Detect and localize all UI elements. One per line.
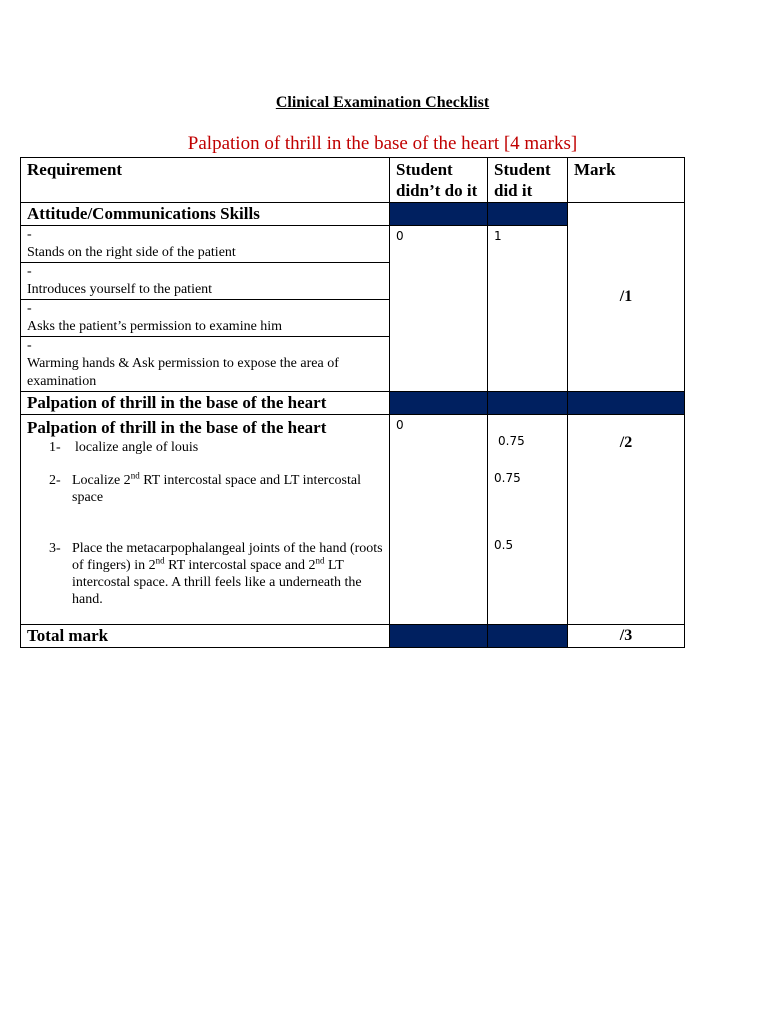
header-did-line2: did it	[494, 181, 533, 200]
did-score-value: 1	[494, 229, 502, 243]
section-attitude-title: Attitude/Communications Skills	[21, 203, 390, 226]
checklist-table	[20, 157, 685, 648]
attitude-item	[21, 300, 390, 337]
step-score: 0.5	[494, 538, 514, 552]
page-title: Clinical Examination Checklist	[275, 94, 490, 111]
attitude-item-text: Stands on the right side of the patient	[27, 245, 236, 260]
step-number: 3-	[49, 541, 61, 556]
header-mark	[568, 158, 685, 203]
header-didnt	[390, 158, 488, 203]
attitude-item-text: Introduces yourself to the patient	[27, 282, 213, 297]
step-text-part: Localize 2	[72, 473, 131, 488]
attitude-item-text: Asks the patient’s permission to examine him	[27, 319, 283, 334]
navy-cell	[390, 392, 488, 415]
steps-did-scores	[488, 415, 568, 625]
header-didnt-line1: Student	[396, 160, 453, 179]
step-item	[49, 540, 383, 608]
navy-cell	[390, 203, 488, 226]
total-row	[21, 625, 685, 648]
bullet-dash: -	[27, 264, 32, 279]
total-mark: /3	[568, 625, 685, 648]
attitude-did-score	[488, 226, 568, 392]
bullet-dash: -	[27, 338, 32, 353]
header-mark-label: Mark	[574, 160, 616, 179]
section-attitude-mark: /1	[568, 203, 685, 392]
section-palpation-title: Palpation of thrill in the base of the heart	[21, 392, 390, 415]
attitude-didnt-score	[390, 226, 488, 392]
step-number: 1-	[49, 440, 61, 455]
navy-cell	[488, 203, 568, 226]
step-number: 2-	[49, 473, 61, 488]
header-requirement-label: Requirement	[27, 160, 123, 179]
checklist-subtitle: Palpation of thrill in the base of the heart [4 marks]	[187, 133, 578, 154]
navy-cell	[488, 392, 568, 415]
header-requirement	[21, 158, 390, 203]
section-palpation-row	[21, 392, 685, 415]
header-didnt-line2: didn’t do it	[396, 181, 478, 200]
superscript: nd	[130, 470, 140, 481]
steps-didnt-score	[390, 415, 488, 625]
navy-cell	[568, 392, 685, 415]
step-text-part: Place the metacarpophalangeal joints of the hand (roots of fingers) in 2	[72, 541, 383, 573]
bullet-dash: -	[27, 301, 32, 316]
superscript: nd	[315, 555, 325, 566]
step-text	[72, 472, 383, 506]
step-text-part: LT intercostal space. A thrill feels like a underneath the hand.	[72, 558, 362, 607]
step-item	[49, 439, 383, 456]
header-did-line1: Student	[494, 160, 551, 179]
bullet-dash: -	[27, 227, 32, 242]
section-attitude-row	[21, 203, 685, 226]
header-row	[21, 158, 685, 203]
navy-cell	[390, 625, 488, 648]
attitude-item	[21, 263, 390, 300]
step-text	[72, 439, 383, 456]
attitude-item-text: Warming hands & Ask permission to expose the area of examination	[27, 356, 339, 389]
attitude-item	[21, 337, 390, 392]
didnt-score-value: 0	[396, 229, 404, 243]
didnt-score-value: 0	[396, 418, 404, 432]
step-text-part: RT intercostal space and 2	[164, 558, 316, 573]
navy-cell	[488, 625, 568, 648]
superscript: nd	[155, 555, 165, 566]
steps-cell	[21, 415, 390, 625]
step-text-part: RT intercostal space and LT intercostal space	[72, 473, 361, 505]
header-did	[488, 158, 568, 203]
step-text	[72, 540, 383, 608]
steps-section-title: Palpation of thrill in the base of the heart	[27, 418, 327, 437]
step-text-part: localize angle of louis	[75, 440, 199, 455]
section-steps-row	[21, 415, 685, 625]
step-score: 0.75	[494, 471, 521, 485]
step-item	[49, 472, 383, 506]
steps-mark: /2	[568, 415, 685, 625]
step-score: 0.75	[498, 434, 525, 448]
attitude-item	[21, 226, 390, 263]
total-label: Total mark	[21, 625, 390, 648]
